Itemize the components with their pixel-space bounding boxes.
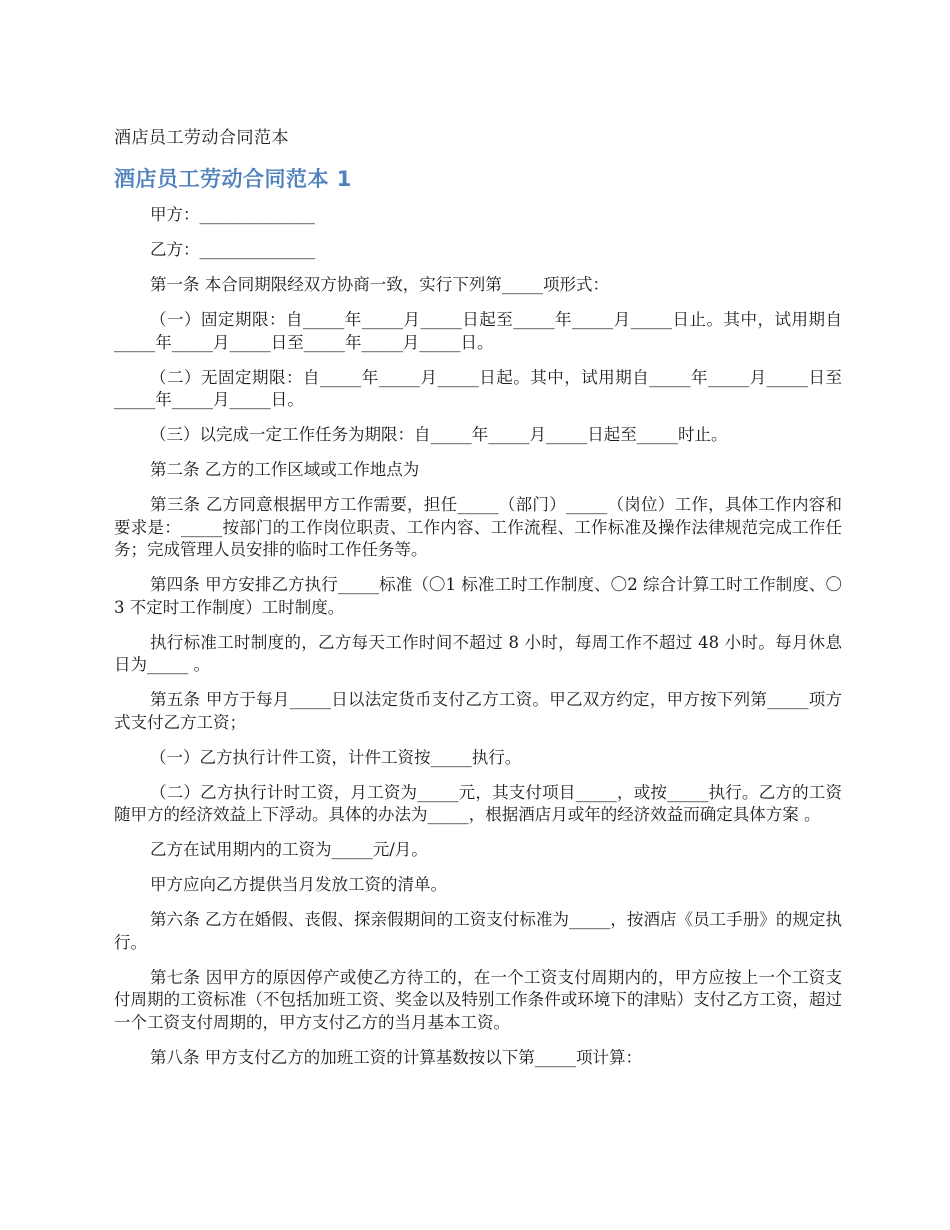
article-1-item-1: （一）固定期限：自_____年_____月_____日起至_____年_____月_____日止。其中，试用期自_____年_____月_____日至_____年_____月_____日。 (114, 310, 842, 352)
party-a-line: 甲方：______________ (150, 205, 315, 224)
probation-wage-paragraph: 乙方在试用期内的工资为_____元/月。 (150, 840, 428, 859)
article-1: 第一条 本合同期限经双方协商一致，实行下列第_____项形式： (150, 275, 609, 294)
wage-slip-paragraph: 甲方应向乙方提供当月发放工资的清单。 (150, 875, 447, 894)
party-b-line: 乙方：______________ (150, 240, 315, 259)
article-5-item-2: （二）乙方执行计时工资，月工资为_____元，其支付项目_____，或按_____执行。乙方的工资随甲方的经济效益上下浮动。具体的办法为_____，根据酒店月或年的经济效益而确定具体方案 。 (114, 782, 842, 824)
contract-body (114, 204, 842, 1082)
article-8: 第八条 甲方支付乙方的加班工资的计算基数按以下第_____项计算： (150, 1047, 642, 1067)
article-5: 第五条 甲方于每月_____日以法定货币支付乙方工资。甲乙双方约定，甲方按下列第_____项方式支付乙方工资； (114, 690, 842, 732)
article-1-item-2: （二）无固定期限：自_____年_____月_____日起。其中，试用期自_____年_____月_____日至_____年_____月_____日。 (114, 367, 842, 409)
article-1-item-3: （三）以完成一定工作任务为期限：自_____年_____月_____日起至_____时止。 (150, 425, 728, 444)
article-7: 第七条 因甲方的原因停产或使乙方待工的，在一个工资支付周期内的，甲方应按上一个工资支付周期的工资标准（不包括加班工资、奖金以及特别工作条件或环境下的津贴）支付乙方工资，超过一个工资支付周期的，甲方支付乙方的当月基本工资。 (114, 967, 842, 1032)
document-title: 酒店员工劳动合同范本 (114, 128, 289, 148)
working-hours-paragraph: 执行标准工时制度的，乙方每天工作时间不超过 8 小时，每周工作不超过 48 小时。每月休息日为_____ 。 (114, 632, 842, 674)
article-6: 第六条 乙方在婚假、丧假、探亲假期间的工资支付标准为_____，按酒店《员工手册》的规定执行。 (114, 910, 842, 952)
article-5-item-1: （一）乙方执行计件工资，计件工资按_____执行。 (150, 747, 522, 767)
article-3: 第三条 乙方同意根据甲方工作需要，担任_____（部门）_____（岗位）工作，具体工作内容和要求是：_____按部门的工作岗位职责、工作内容、工作流程、工作标准及操作法律规范完成工作任务；完成管理人员安排的临时工作任务等。 (114, 495, 842, 559)
section-heading: 酒店员工劳动合同范本 1 (114, 167, 352, 191)
article-2: 第二条 乙方的工作区域或工作地点为 (150, 460, 420, 479)
article-4: 第四条 甲方安排乙方执行_____标准（〇1 标准工时工作制度、〇2 综合计算工时工作制度、〇3 不定时工作制度）工时制度。 (114, 575, 842, 617)
